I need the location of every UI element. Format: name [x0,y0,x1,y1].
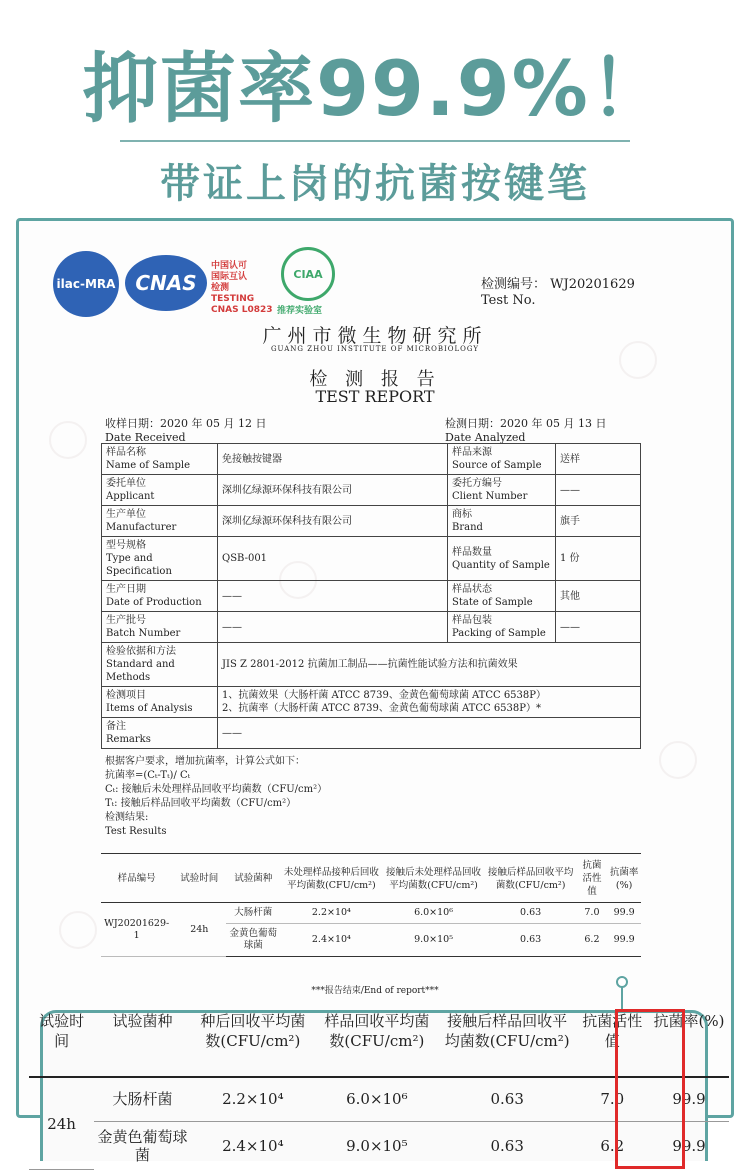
info-label-right-text: 样品数量 [452,546,492,558]
watermark-icon [59,911,97,949]
remarks-row [102,718,641,749]
results-header-row [101,855,641,903]
info-value-text: —— [222,590,242,602]
info-label-right [448,612,556,643]
zoom-col-activity: 抗菌活性值 [576,999,650,1077]
date-received-cn: 收样日期：2020 年 05 月 12 日 [105,417,267,430]
info-label-right-text: 委托方编号 [452,478,502,489]
report-number-en: Test No. [481,293,536,308]
sample-id: WJ20201629-1 [101,903,172,957]
info-label-right [448,444,556,475]
rate-highlight-box [615,1009,685,1169]
report-number: 检测编号： WJ20201629 [481,277,635,292]
items-label-en: Items of Analysis [106,703,193,714]
cnas-cn-2: 国际互认 [211,272,248,282]
info-value-right-text: 旗手 [560,515,580,527]
untreated-value: 2.4×10⁴ [280,924,382,957]
report-title-en: TEST REPORT [315,387,435,406]
zoom-activity-value: 6.2 [600,1136,625,1155]
info-value-text: 深圳亿绿源环保科技有限公司 [222,515,352,527]
rate-value: 99.9 [607,924,641,957]
info-label-right [448,537,556,581]
info-value [218,612,448,643]
rate-value: 99.9 [607,903,641,924]
info-value [218,475,448,506]
info-label-text: Batch Number [106,628,181,639]
info-value-right [556,506,641,537]
info-value [218,444,448,475]
info-value [218,581,448,612]
end-of-report: ***报告结束/End of report*** [311,986,439,996]
info-row [102,537,641,581]
info-value-right-text: 送样 [560,453,580,465]
ilac-logo-icon: ilac-MRA [53,251,119,317]
watermark-icon [49,421,87,459]
ciaa-logo-icon: CIAA [281,247,335,301]
info-value [218,537,448,581]
items-value-1: 1、抗菌效果（大肠杆菌 ATCC 8739、金黄色葡萄球菌 ATCC 6538P） [222,690,546,701]
zoom-activity-value: 7.0 [576,1077,650,1121]
formula-notes [105,755,327,839]
info-label-right-text: 样品包装 [452,615,492,626]
cnas-cn-3: 检测 [211,283,230,293]
test-time: 24h [172,903,226,957]
zoom-untreated-value: 2.2×10⁴ [191,1077,315,1121]
note-1: 根据客户要求，增加抗菌率，计算公式如下： [105,756,305,767]
zoom-after-sample-value: 0.63 [439,1077,576,1121]
info-row [102,475,641,506]
note-results-en: Test Results [105,826,167,837]
headline: 抑菌率99.9%！ [82,44,668,133]
institute-name: 广州市微生物研究所 [262,325,488,347]
info-label-text: 生产单位 [106,509,146,520]
info-label-text: Type and Specification [106,553,172,577]
cnas-en-2: CNAS L0823 [211,305,273,315]
info-value-text: —— [222,621,242,633]
after-untreated-value: 9.0×10⁵ [382,924,484,957]
zoom-rate-value: 99.9 [649,1077,729,1121]
info-label [102,612,218,643]
info-label-text: Manufacturer [106,522,177,533]
col-after-sample: 接触后样品回收平均菌数(CFU/cm²) [485,855,577,903]
sample-info-table [101,443,641,749]
divider [120,140,630,142]
zoom-after-sample-value: 0.63 [490,1136,524,1155]
cnas-accreditation-text [211,261,273,316]
date-analyzed-cn: 检测日期：2020 年 05 月 13 日 [445,417,607,430]
report-title: 检 测 报 告 [309,369,441,390]
info-label-right-text: 样品来源 [452,447,492,458]
results-table [101,855,641,957]
zoom-time: 24h [29,1077,94,1170]
info-row [102,444,641,475]
info-label-right [448,506,556,537]
method-value: JIS Z 2801-2012 抗菌加工制品——抗菌性能试验方法和抗菌效果 [218,643,641,687]
date-received [105,417,266,445]
info-value-right-text: —— [560,621,580,633]
zoom-strain: 金黄色葡萄球菌 [97,1127,188,1164]
results-separator [101,853,641,854]
institute-name-en: GUANG ZHOU INSTITUTE OF MICROBIOLOGY [270,345,480,353]
info-label-right-text: Source of Sample [452,460,542,471]
info-row [102,612,641,643]
info-label-text: 生产批号 [106,615,146,626]
after-sample-value: 0.63 [485,924,577,957]
col-strain: 试验菌种 [226,855,280,903]
info-value-right-text: —— [560,484,580,496]
info-label-right-text: Brand [452,522,483,533]
zoom-col-untreated: 种后回收平均菌数(CFU/cm²) [191,999,315,1077]
note-formula: 抗菌率=(Cₜ-Tₜ)/ Cₜ [105,770,191,781]
info-label [102,581,218,612]
cnas-en-1: TESTING [211,294,255,304]
col-after-untreated: 接触后未处理样品回收平均菌数(CFU/cm²) [382,855,484,903]
method-row [102,643,641,687]
zoom-untreated-value: 2.4×10⁴ [222,1136,284,1155]
info-label-right-text: Quantity of Sample [452,559,550,571]
date-analyzed [445,417,606,445]
info-label-right [448,581,556,612]
info-value-text: QSB-001 [222,553,268,564]
info-label-right-text: Packing of Sample [452,628,546,639]
info-value-right [556,581,641,612]
remarks-value: —— [218,718,641,749]
remarks-label-cn: 备注 [106,721,126,732]
watermark-icon [659,741,697,779]
strain: 金黄色葡萄球菌 [226,924,280,957]
zoom-col-rate: 抗菌率(%) [649,999,729,1077]
info-label-text: Name of Sample [106,460,191,471]
method-label-en: Standard and Methods [106,659,175,683]
activity-value: 7.0 [577,903,608,924]
info-label-text: 生产日期 [106,584,146,595]
info-value-right [556,612,641,643]
items-value-2: 2、抗菌率（大肠杆菌 ATCC 8739、金黄色葡萄球菌 ATCC 6538P）* [222,703,541,714]
info-label-text: 型号规格 [106,540,146,551]
note-ct: Cₜ: 接触后未处理样品回收平均菌数（CFU/cm²） [105,784,328,795]
zoom-callout [39,1010,725,1164]
note-tt: Tₜ: 接触后样品回收平均菌数（CFU/cm²） [105,798,297,809]
cnas-cn-1: 中国认可 [211,261,248,271]
subhead: 带证上岗的抗菌按键笔 [160,161,590,207]
info-label [102,444,218,475]
zoom-rate-value: 99.9 [672,1136,706,1155]
info-label-text: Date of Production [106,597,202,608]
info-value-right-text: 1 份 [560,553,580,564]
info-label-right-text: Client Number [452,491,528,502]
info-label-right-text: State of Sample [452,597,533,608]
info-value-right [556,537,641,581]
zoom-after-untreated-value: 6.0×10⁶ [315,1077,439,1121]
info-label [102,537,218,581]
zoom-col-time: 试验时间 [29,999,94,1077]
method-label-cn: 检验依据和方法 [106,646,176,657]
strain: 大肠杆菌 [226,903,280,924]
col-time: 试验时间 [172,855,226,903]
info-label-text: 样品名称 [106,447,146,458]
note-results-cn: 检测结果: [105,812,149,823]
activity-value: 6.2 [577,924,608,957]
info-value-right [556,444,641,475]
zoom-col-after-untreated: 样品回收平均菌数(CFU/cm²) [315,999,439,1077]
date-analyzed-en: Date Analyzed [445,431,526,444]
info-label-right-text: 商标 [452,509,472,520]
table-row [101,903,641,924]
info-label-text: 委托单位 [106,478,146,489]
info-label-right [448,475,556,506]
zoom-col-after-sample: 接触后样品回收平均菌数(CFU/cm²) [439,999,576,1077]
info-value-text: 深圳亿绿源环保科技有限公司 [222,484,352,496]
items-label-cn: 检测项目 [106,690,146,701]
col-untreated: 未处理样品接种后回收平均菌数(CFU/cm²) [280,855,382,903]
zoom-after-untreated-value: 9.0×10⁵ [346,1136,408,1155]
cnas-logo-icon: CNAS [125,255,207,311]
remarks-label-en: Remarks [106,734,151,745]
ciaa-label: 推荐实验室 [277,306,323,316]
info-row [102,581,641,612]
col-activity: 抗菌活性值 [577,855,608,903]
items-row [102,687,641,718]
col-sample-id: 样品编号 [101,855,172,903]
info-value-right [556,475,641,506]
info-value-text: 免接触按键器 [222,453,282,465]
col-rate: 抗菌率(%) [607,855,641,903]
info-value-right-text: 其他 [560,590,580,602]
info-label [102,475,218,506]
untreated-value: 2.2×10⁴ [280,903,382,924]
after-untreated-value: 6.0×10⁶ [382,903,484,924]
info-row [102,506,641,537]
info-label [102,506,218,537]
info-value [218,506,448,537]
info-label-right-text: 样品状态 [452,584,492,595]
info-label-text: Applicant [106,491,155,502]
zoom-strain: 大肠杆菌 [94,1077,191,1121]
zoom-col-strain: 试验菌种 [94,999,191,1077]
date-received-en: Date Received [105,431,186,444]
after-sample-value: 0.63 [485,903,577,924]
